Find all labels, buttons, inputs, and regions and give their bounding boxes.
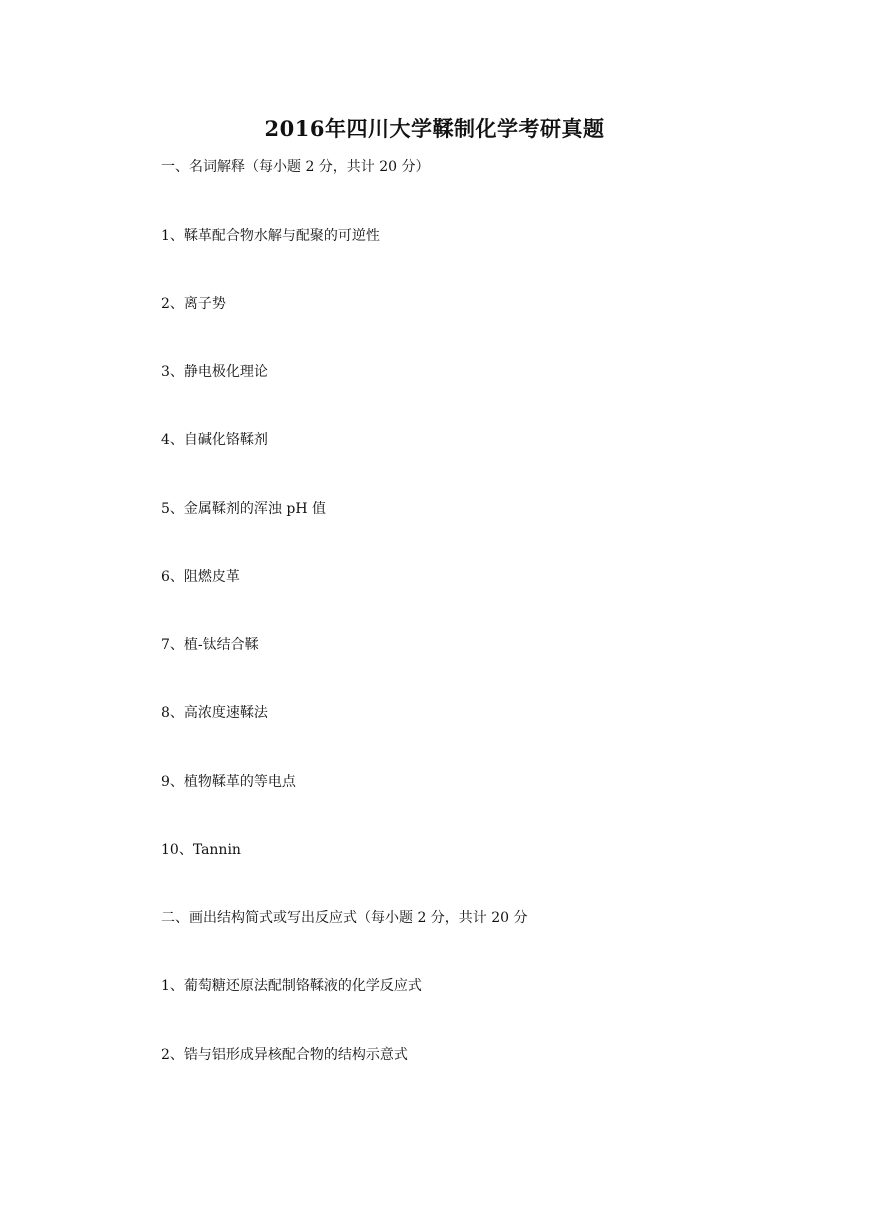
section-1-item-7: 7、植-钛结合鞣 [161,637,259,653]
document-title: 2016年四川大学鞣制化学考研真题 [264,116,605,141]
section-1-item-5: 5、金属鞣剂的浑浊 pH 值 [161,501,326,517]
section-1-item-9: 9、植物鞣革的等电点 [161,774,296,790]
section-1-item-1: 1、鞣革配合物水解与配聚的可逆性 [161,228,380,244]
section-1-item-4: 4、自碱化铬鞣剂 [161,432,268,448]
section-2-heading: 二、画出结构简式或写出反应式（每小题 2 分，共计 20 分 [161,910,528,926]
section-1-item-3: 3、静电极化理论 [161,364,268,380]
section-1-item-2: 2、离子势 [161,296,226,312]
section-2-item-1: 1、葡萄糖还原法配制铬鞣液的化学反应式 [161,978,422,994]
section-2-item-2: 2、锆与铝形成异核配合物的结构示意式 [161,1047,408,1063]
section-1-item-10: 10、Tannin [161,842,241,858]
section-1-heading: 一、名词解释（每小题 2 分，共计 20 分） [161,159,430,175]
section-1-item-6: 6、阻燃皮革 [161,569,240,585]
section-1-item-8: 8、高浓度速鞣法 [161,705,268,721]
